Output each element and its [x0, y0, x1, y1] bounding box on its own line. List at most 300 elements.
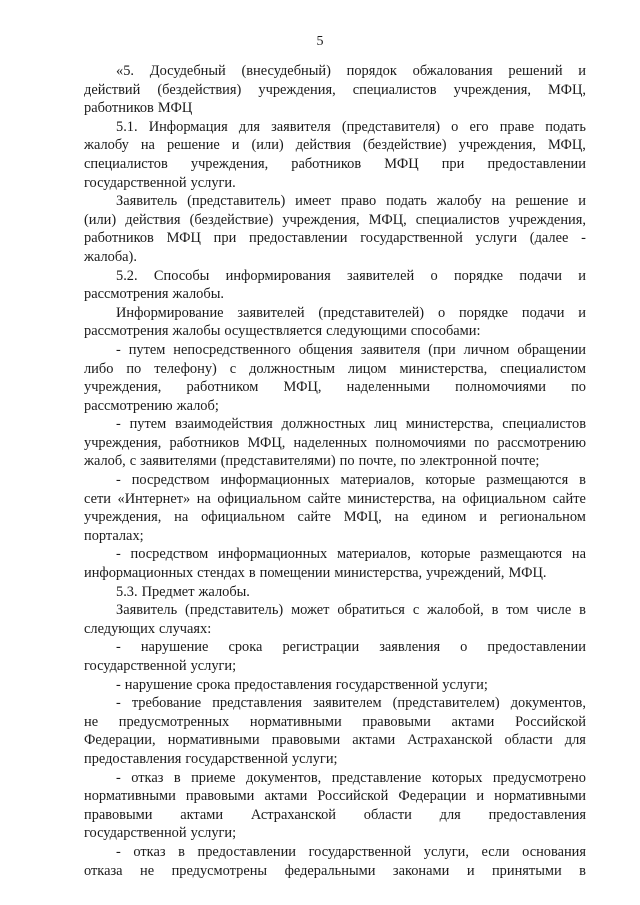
word: специалистов: [352, 81, 437, 98]
text-line: [84, 694, 586, 713]
word: в: [248, 565, 256, 582]
word: и: [578, 63, 586, 79]
word: полномочиями: [375, 434, 467, 451]
word: о: [460, 639, 468, 656]
word: наделенных: [293, 434, 368, 451]
word: рассмотрения: [84, 323, 169, 340]
word: на: [571, 546, 586, 563]
word: предоставлении: [197, 843, 297, 860]
word: правовыми: [271, 732, 341, 749]
text-line: [84, 192, 586, 211]
word: и: [476, 788, 485, 805]
word: услуги,: [423, 843, 469, 860]
word: действия: [125, 211, 181, 228]
word: по: [126, 360, 142, 377]
text-line: [84, 564, 586, 583]
word: отказа: [84, 862, 123, 879]
word: предусмотренных: [118, 713, 230, 730]
text-line: [84, 583, 586, 602]
text-line: [84, 285, 586, 304]
word: посредством: [131, 472, 210, 489]
word: нарушение: [124, 676, 193, 693]
word: обжалования: [412, 63, 493, 79]
word: по: [400, 453, 416, 470]
word: решений: [508, 63, 563, 79]
word: не: [140, 862, 155, 879]
word: специалистов: [84, 155, 168, 172]
word: случаях:: [159, 620, 212, 637]
word: Заявитель: [116, 193, 178, 210]
word: -: [116, 639, 121, 656]
word: в: [178, 843, 185, 860]
word: обращении: [517, 341, 586, 358]
text-line: [84, 155, 586, 174]
word: непосредственного: [173, 341, 291, 358]
word: -: [116, 695, 121, 712]
word: требование: [131, 695, 202, 712]
word: размещаются: [486, 472, 569, 489]
word: (или): [251, 137, 284, 154]
word: правовыми: [362, 713, 431, 730]
word: представления: [212, 695, 303, 712]
word: работников: [84, 230, 154, 247]
text-line: [84, 843, 586, 862]
word: материалов,: [336, 546, 411, 563]
text-line: [84, 211, 586, 230]
word: официальном: [217, 490, 302, 507]
word: в: [579, 862, 586, 879]
word: области: [363, 806, 412, 823]
text-line: [84, 508, 586, 527]
word: приеме: [191, 769, 236, 786]
word: услуги;: [190, 658, 237, 674]
word: помещении: [259, 565, 331, 582]
word: МФЦ.: [508, 565, 547, 582]
word: (представитель): [187, 193, 286, 210]
word: порталах;: [84, 527, 144, 544]
word: информационных: [84, 565, 194, 582]
word: документов,: [246, 769, 322, 786]
word: размещаются: [480, 546, 563, 563]
word: региональном: [499, 509, 586, 526]
word: заявителем: [313, 695, 382, 712]
word: министерства,: [347, 490, 436, 507]
word: предоставления: [488, 806, 586, 823]
word: о: [451, 118, 459, 135]
word: нарушение: [140, 639, 209, 656]
word: нормативными: [494, 788, 586, 805]
word: срока: [196, 676, 231, 693]
word: при: [441, 155, 465, 172]
word: если: [481, 843, 510, 860]
word: путем: [128, 341, 166, 358]
word: почте,: [358, 453, 397, 470]
text-line: [84, 750, 586, 769]
word: учреждений,: [426, 565, 505, 582]
word: по: [571, 379, 586, 396]
word: (представителем): [392, 695, 500, 712]
document-body: [84, 62, 586, 880]
word: предоставлении: [487, 155, 586, 172]
word: жалобой,: [427, 602, 484, 619]
word: министерства,: [399, 360, 488, 377]
word: предусмотрено: [492, 769, 586, 786]
word: -: [116, 341, 121, 358]
word: в: [579, 602, 586, 619]
word: Федерации,: [84, 732, 156, 749]
word: Российской: [515, 713, 586, 730]
text-line: [84, 769, 586, 788]
text-line: [84, 787, 586, 806]
text-line: [84, 620, 586, 639]
word: посредством: [130, 546, 209, 563]
word: (бездействия): [157, 81, 242, 98]
word: документов,: [510, 695, 586, 712]
word: нормативными: [249, 713, 342, 730]
text-line: [84, 806, 586, 825]
word: о: [437, 304, 446, 321]
word: осуществляется: [224, 323, 323, 340]
text-line: [84, 434, 586, 453]
word: следующими: [326, 323, 407, 340]
word: государственной: [360, 230, 463, 247]
word: для: [564, 732, 586, 749]
page-number: 5: [316, 34, 324, 49]
word: личном: [463, 341, 510, 358]
word: официальном: [201, 509, 285, 526]
word: актами: [352, 732, 396, 749]
word: праве: [499, 118, 535, 135]
word: путем: [129, 416, 167, 433]
word: (или): [84, 211, 117, 228]
text-line: [84, 545, 586, 564]
word: услуги;: [291, 750, 338, 767]
word: рассмотрения: [84, 286, 169, 303]
word: информирования: [225, 267, 331, 284]
word: государственной: [308, 843, 412, 860]
word: общения: [298, 341, 353, 358]
word: нормативными: [84, 788, 176, 805]
word: которые: [420, 546, 471, 563]
text-line: [84, 471, 586, 490]
word: для: [238, 118, 260, 135]
text-line: [84, 601, 586, 620]
word: официальном: [462, 490, 547, 507]
word: специалистов: [502, 416, 586, 433]
word: подачи: [519, 267, 562, 284]
word: учреждения,: [190, 155, 269, 172]
word: жалобы.: [198, 583, 250, 600]
word: (далее: [529, 230, 569, 247]
text-line: [84, 452, 586, 471]
word: работников: [84, 100, 154, 117]
word: полномочиями: [455, 379, 546, 396]
word: подать: [545, 118, 586, 135]
word: информационных: [218, 546, 328, 563]
text-line: [84, 657, 586, 676]
word: заявления: [379, 639, 441, 656]
word: в: [579, 472, 586, 489]
word: -: [581, 230, 586, 247]
word: Российской: [317, 788, 389, 805]
word: в: [491, 602, 499, 619]
word: на: [491, 193, 506, 210]
word: стендах: [197, 565, 245, 582]
text-line: [84, 118, 586, 137]
word: с: [412, 602, 420, 619]
text-line: [84, 62, 586, 81]
word: Способы: [153, 267, 210, 284]
word: (представитель): [185, 602, 284, 619]
word: наделенными: [346, 379, 430, 396]
word: услуги;: [190, 825, 237, 842]
word: Досудебный: [149, 63, 226, 79]
word: сети: [84, 490, 111, 507]
word: Информация: [148, 118, 228, 135]
word: 5.1.: [116, 118, 138, 135]
word: лицом: [347, 360, 387, 377]
word: законами: [392, 862, 450, 879]
word: жалоба).: [84, 248, 137, 265]
word: Предмет: [141, 583, 195, 600]
word: государственной: [84, 658, 187, 674]
word: Заявитель: [116, 602, 178, 619]
word: специалистов: [415, 211, 500, 228]
word: министерства,: [405, 416, 494, 433]
word: и: [578, 267, 586, 284]
word: с: [129, 453, 137, 470]
word: при: [213, 230, 237, 247]
word: предоставлении: [249, 230, 348, 247]
word: Информирование: [116, 304, 224, 321]
word: -: [116, 472, 121, 489]
word: -: [116, 546, 121, 563]
word: -: [116, 769, 121, 786]
word: предоставлении: [487, 639, 586, 656]
word: учреждения,: [258, 81, 336, 98]
word: 5.3.: [116, 583, 138, 600]
text-line: [84, 862, 586, 881]
text-line: [84, 415, 586, 434]
word: услуги: [475, 230, 518, 247]
word: МФЦ,: [343, 509, 382, 526]
text-line: [84, 136, 586, 155]
word: 5.2.: [116, 267, 138, 284]
word: (представителей): [318, 304, 425, 321]
word: МФЦ: [157, 100, 193, 117]
word: решение: [515, 193, 569, 210]
text-line: [84, 341, 586, 360]
word: заявителями: [140, 453, 217, 470]
word: жалобу: [84, 137, 129, 154]
word: учреждения,: [453, 81, 531, 98]
word: способами:: [410, 323, 481, 340]
text-line: [84, 490, 586, 509]
word: государственной: [84, 174, 187, 191]
word: имеет: [295, 193, 332, 210]
word: по: [339, 453, 355, 470]
word: и: [231, 137, 240, 154]
word: работников: [291, 155, 362, 172]
text-line: [84, 378, 586, 397]
word: подать: [386, 193, 427, 210]
word: должностных: [281, 416, 366, 433]
word: МФЦ,: [547, 137, 586, 154]
word: порядке: [453, 267, 504, 284]
word: числе: [536, 602, 572, 619]
word: порядок: [346, 63, 397, 79]
word: государственной: [84, 825, 187, 842]
text-line: [84, 322, 586, 341]
word: работником: [186, 379, 259, 396]
word: правовыми: [185, 788, 255, 805]
word: (при: [428, 341, 456, 358]
word: сайте: [297, 509, 331, 526]
word: основания: [522, 843, 586, 860]
word: (представителя): [341, 118, 441, 135]
word: заявителей: [237, 304, 305, 321]
word: сайте: [307, 490, 341, 507]
word: на: [394, 509, 409, 526]
word: -: [116, 843, 121, 860]
word: Астраханской: [250, 806, 336, 823]
word: которых: [431, 769, 483, 786]
word: услуги.: [190, 174, 236, 191]
word: подачи: [521, 304, 565, 321]
word: жалоб,: [84, 453, 126, 470]
word: сайте: [552, 490, 586, 507]
word: отказ: [133, 843, 166, 860]
word: предусмотрены: [171, 862, 268, 879]
word: жалобы: [172, 323, 221, 340]
word: заявителей: [347, 267, 415, 284]
word: услуги;: [442, 676, 488, 693]
word: на: [140, 137, 155, 154]
word: нормативными: [167, 732, 260, 749]
word: на: [196, 490, 211, 507]
text-line: [84, 360, 586, 379]
text-line: [84, 638, 586, 657]
text-line: [84, 229, 586, 248]
word: федеральными: [284, 862, 376, 879]
word: заявителя: [360, 341, 421, 358]
word: с: [229, 360, 237, 377]
text-line: [84, 527, 586, 546]
word: электронной: [419, 453, 497, 470]
word: государственной: [335, 676, 439, 693]
word: «Интернет»: [117, 490, 191, 507]
word: МФЦ,: [247, 434, 286, 451]
word: представление: [331, 769, 422, 786]
word: министерства,: [334, 565, 423, 582]
word: не: [84, 713, 99, 730]
word: обратиться: [337, 602, 405, 619]
word: актами: [180, 806, 224, 823]
word: для: [439, 806, 461, 823]
word: может: [291, 602, 330, 619]
text-line: [84, 676, 586, 695]
word: которые: [425, 472, 476, 489]
word: учреждения,: [84, 434, 162, 451]
word: срока: [228, 639, 263, 656]
text-line: [84, 713, 586, 732]
text-line: [84, 731, 586, 750]
word: области: [504, 732, 553, 749]
word: действий: [84, 81, 141, 98]
word: материалов,: [340, 472, 415, 489]
word: специалистом: [500, 360, 586, 377]
word: (бездействие): [189, 211, 274, 228]
word: актами: [264, 788, 308, 805]
word: (внесудебный): [241, 63, 331, 79]
word: Астраханской: [407, 732, 493, 749]
word: МФЦ,: [548, 81, 586, 98]
text-line: [84, 304, 586, 323]
word: и: [466, 862, 475, 879]
word: о: [430, 267, 438, 284]
word: в: [173, 769, 181, 786]
word: должностным: [249, 360, 335, 377]
word: жалобу: [436, 193, 482, 210]
word: Федерации: [398, 788, 467, 805]
text-line: [84, 248, 586, 267]
word: жалоб;: [176, 397, 219, 414]
word: по: [474, 434, 490, 451]
word: том: [506, 602, 529, 619]
text-line: [84, 397, 586, 416]
word: право: [340, 193, 377, 210]
word: либо: [84, 360, 114, 377]
word: МФЦ,: [283, 379, 322, 396]
word: актами: [451, 713, 495, 730]
word: (бездействие): [362, 137, 447, 154]
word: рассмотрению: [497, 434, 586, 451]
word: учреждения,: [282, 211, 360, 228]
word: едином: [421, 509, 467, 526]
word: (представителями): [220, 453, 336, 470]
word: отказ: [131, 769, 164, 786]
word: государственной: [185, 750, 288, 767]
word: следующих: [84, 620, 156, 637]
word: почте;: [500, 453, 540, 470]
word: учреждения,: [458, 137, 536, 154]
word: решение: [166, 137, 220, 154]
word: на: [174, 509, 189, 526]
text-line: [84, 81, 586, 100]
text-line: [84, 267, 586, 286]
word: МФЦ,: [368, 211, 407, 228]
word: «5.: [116, 63, 134, 79]
word: -: [116, 416, 121, 433]
word: и: [479, 509, 487, 526]
word: взаимодействия: [175, 416, 273, 433]
word: МФЦ: [384, 155, 419, 172]
word: рассмотрению: [84, 397, 173, 414]
word: МФЦ: [166, 230, 201, 247]
word: учреждения,: [84, 509, 162, 526]
word: учреждения,: [508, 211, 586, 228]
word: на: [441, 490, 456, 507]
word: предоставления: [234, 676, 332, 693]
word: принятыми: [491, 862, 562, 879]
word: правовыми: [84, 806, 153, 823]
word: лиц: [374, 416, 397, 433]
word: порядке: [458, 304, 509, 321]
word: учреждения,: [84, 379, 162, 396]
word: и: [578, 193, 586, 210]
word: работников: [169, 434, 240, 451]
word: -: [116, 676, 121, 693]
